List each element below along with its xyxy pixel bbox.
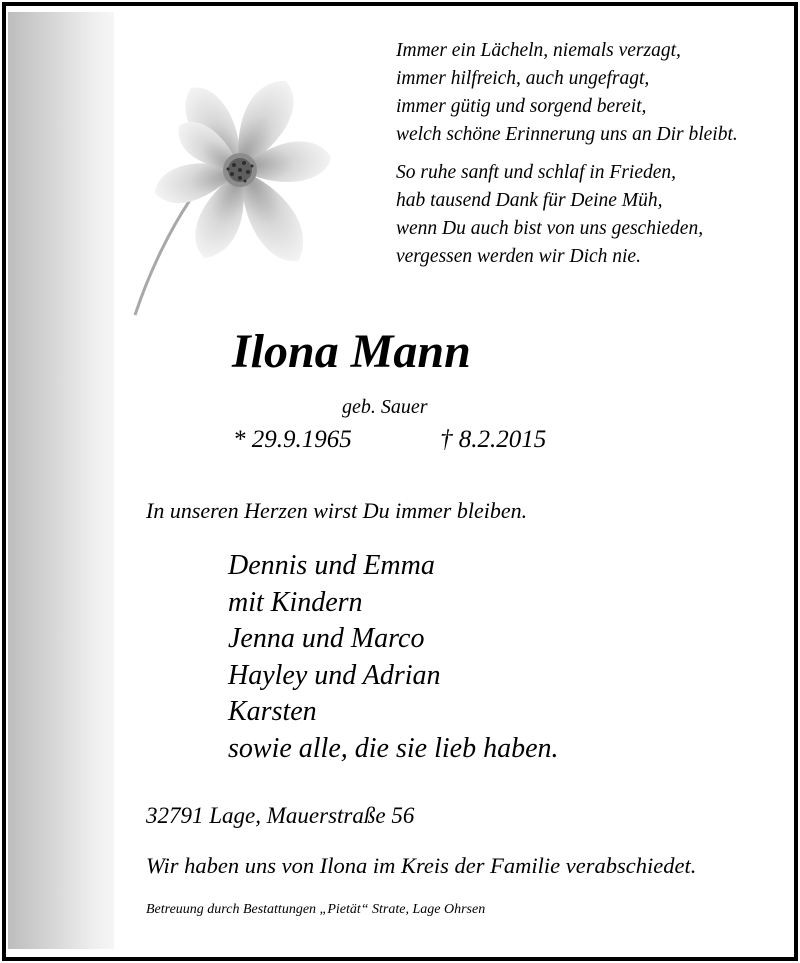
poem-stanza-1 — [396, 37, 781, 149]
poem-line: So ruhe sanft und schlaf in Frieden, — [396, 162, 677, 183]
poem-line: immer gütig und sorgend bereit, — [396, 96, 647, 117]
birth-date: * 29.9.1965 — [233, 426, 352, 453]
farewell-note: Wir haben uns von Ilona im Kreis der Familie verabschiedet. — [146, 853, 697, 878]
mourner-line: Jenna und Marco — [228, 623, 425, 654]
poem-line: vergessen werden wir Dich nie. — [396, 246, 641, 267]
poem-line: immer hilfreich, auch ungefragt, — [396, 68, 650, 89]
mourner-line: mit Kindern — [228, 586, 363, 618]
decorative-side-bar — [8, 12, 114, 949]
poem-line: wenn Du auch bist von uns geschieden, — [396, 218, 704, 239]
mourner-line: Dennis und Emma — [228, 550, 435, 581]
birth-name: geb. Sauer — [342, 396, 428, 418]
poem-line: Immer ein Lächeln, niemals verzagt, — [396, 40, 681, 61]
mourner-line: sowie alle, die sie lieb haben. — [228, 732, 559, 764]
mourner-line: Karsten — [228, 696, 317, 727]
motto: In unseren Herzen wirst Du immer bleiben. — [146, 498, 528, 523]
flower-icon — [130, 40, 340, 320]
poem-line: hab tausend Dank für Deine Müh, — [396, 190, 663, 211]
deceased-name: Ilona Mann — [232, 325, 471, 378]
poem — [396, 37, 781, 271]
mourners-list — [228, 548, 559, 767]
undertaker-note: Betreuung durch Bestattungen „Pietät“ Strate, Lage Ohrsen — [146, 902, 486, 917]
poem-line: welch schöne Erinnerung uns an Dir bleibt. — [396, 124, 738, 145]
mourner-line: Hayley und Adrian — [228, 659, 441, 691]
poem-stanza-2 — [396, 159, 781, 271]
address: 32791 Lage, Mauerstraße 56 — [146, 803, 415, 828]
death-date: † 8.2.2015 — [440, 426, 547, 453]
